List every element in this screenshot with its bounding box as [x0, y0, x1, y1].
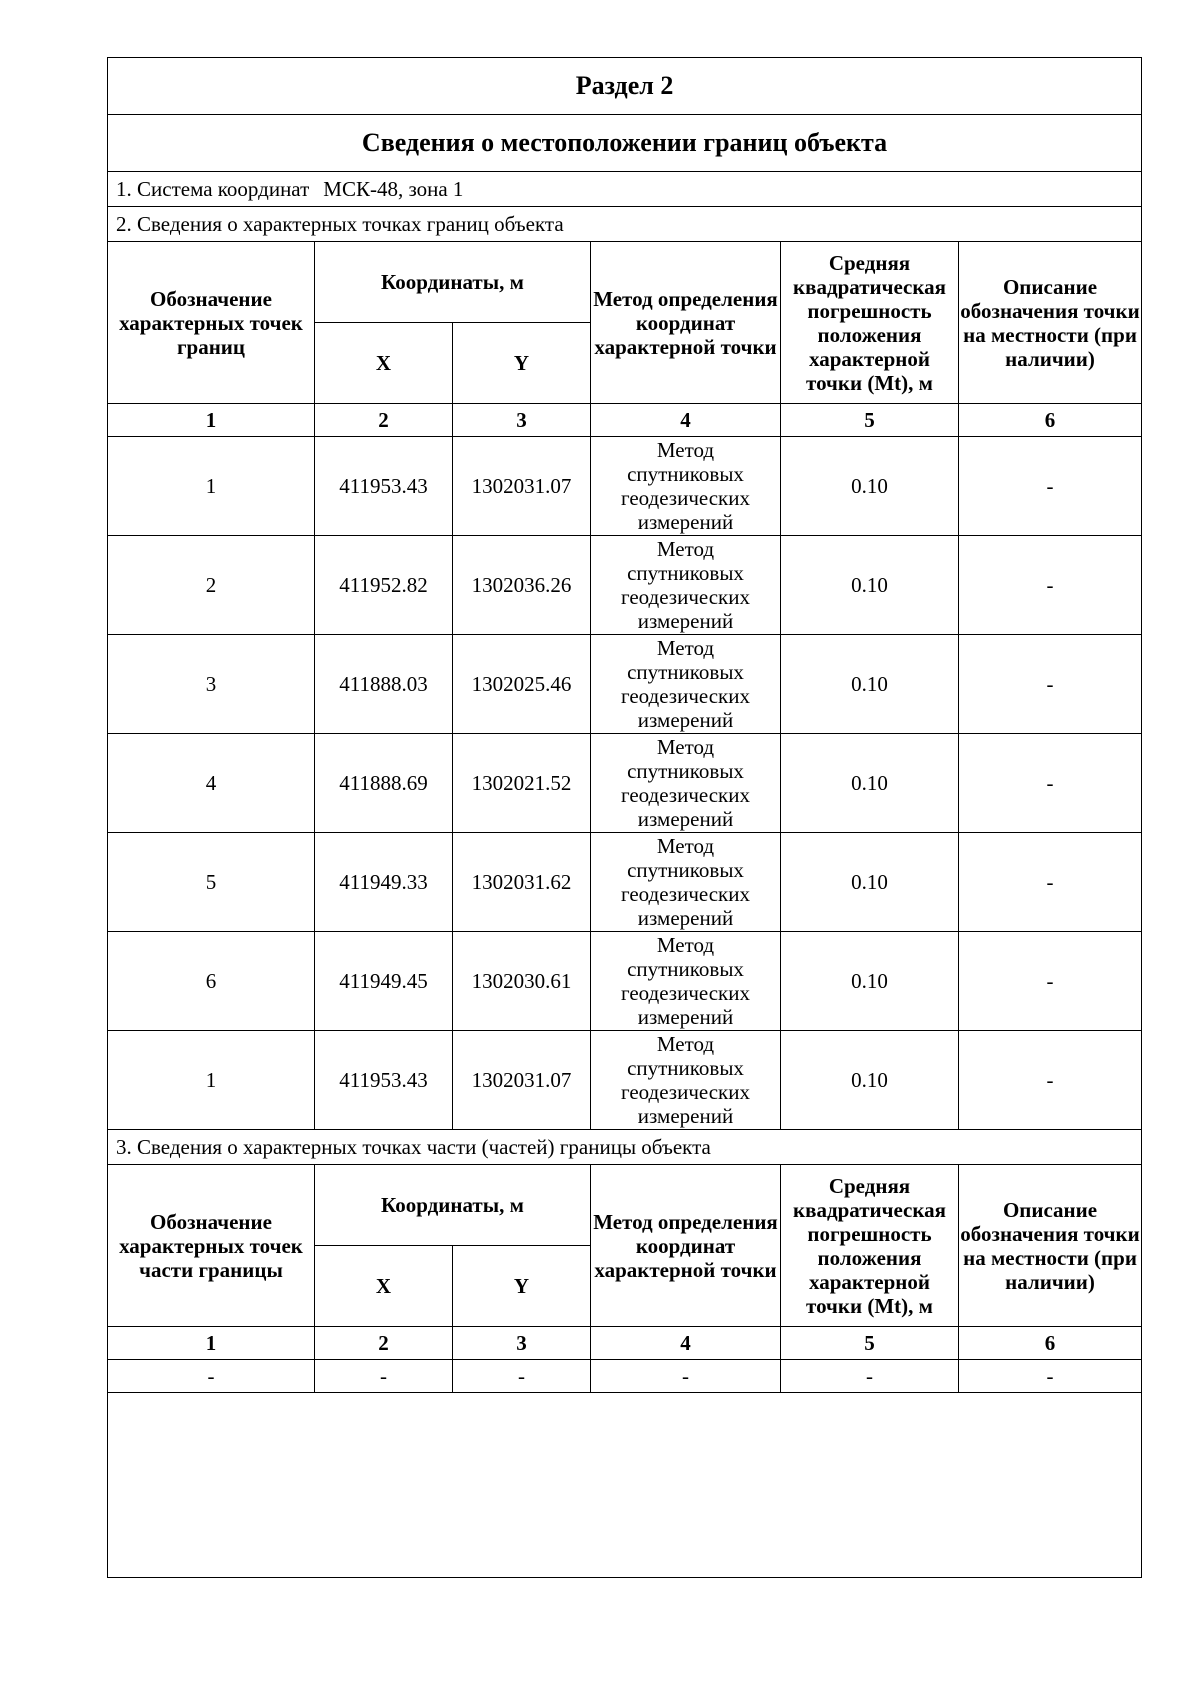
- cell-mean-error: 0.10: [781, 1031, 959, 1130]
- table2-header-error: Средняя квадратическая погрешность положения характерной точки (Mt), м: [781, 1165, 959, 1327]
- table2-header-y: Y: [453, 1246, 591, 1327]
- coord-system-line: [108, 172, 1142, 207]
- table2-header-method: Метод определения координат характерной точки: [591, 1165, 781, 1327]
- cell-coord-x: 411888.69: [315, 734, 453, 833]
- cell-point-id: 2: [108, 536, 315, 635]
- col-number: 6: [959, 1327, 1142, 1360]
- cell-description: -: [959, 437, 1142, 536]
- cell-description: -: [959, 734, 1142, 833]
- table2-heading: 3. Сведения о характерных точках части (частей) границы объекта: [108, 1130, 1142, 1165]
- cell-mean-error: 0.10: [781, 833, 959, 932]
- cell-coord-y: -: [453, 1360, 591, 1393]
- cell-coord-y: 1302021.52: [453, 734, 591, 833]
- cell-coord-y: 1302031.07: [453, 1031, 591, 1130]
- cell-mean-error: 0.10: [781, 437, 959, 536]
- col-number: 2: [315, 404, 453, 437]
- coord-system-label: 1. Система координат: [116, 177, 310, 201]
- cell-description: -: [959, 1031, 1142, 1130]
- table2-header-x: X: [315, 1246, 453, 1327]
- table-row: [108, 1031, 1142, 1130]
- cell-point-id: 6: [108, 932, 315, 1031]
- cell-method: Метод спутниковых геодезических измерений: [591, 635, 781, 734]
- cell-point-id: 4: [108, 734, 315, 833]
- cell-coord-y: 1302030.61: [453, 932, 591, 1031]
- col-number: 3: [453, 404, 591, 437]
- cell-coord-y: 1302031.62: [453, 833, 591, 932]
- cell-mean-error: 0.10: [781, 734, 959, 833]
- cell-coord-x: 411888.03: [315, 635, 453, 734]
- table1-header-description: Описание обозначения точки на местности (при наличии): [959, 242, 1142, 404]
- cell-point-id: 1: [108, 437, 315, 536]
- table-row: [108, 635, 1142, 734]
- cell-description: -: [959, 1360, 1142, 1393]
- table-row: [108, 437, 1142, 536]
- cell-method: -: [591, 1360, 781, 1393]
- col-number: 4: [591, 1327, 781, 1360]
- cell-mean-error: 0.10: [781, 932, 959, 1031]
- cell-description: -: [959, 833, 1142, 932]
- cell-coord-x: 411953.43: [315, 1031, 453, 1130]
- coord-system-value: МСК-48, зона 1: [323, 177, 464, 201]
- table-row: [108, 833, 1142, 932]
- table2-header-designation: Обозначение характерных точек части границы: [108, 1165, 315, 1327]
- section-title: Раздел 2: [108, 58, 1142, 115]
- col-number: 1: [108, 404, 315, 437]
- table2-column-numbers: [108, 1327, 1142, 1360]
- table1-heading: 2. Сведения о характерных точках границ объекта: [108, 207, 1142, 242]
- cell-coord-x: 411949.33: [315, 833, 453, 932]
- table2-header-coords: Координаты, м: [315, 1165, 591, 1246]
- boundary-table: [107, 57, 1142, 1578]
- cell-point-id: 3: [108, 635, 315, 734]
- cell-coord-y: 1302031.07: [453, 437, 591, 536]
- cell-mean-error: 0.10: [781, 536, 959, 635]
- section-subtitle: Сведения о местоположении границ объекта: [108, 115, 1142, 172]
- col-number: 5: [781, 404, 959, 437]
- blank-area: [108, 1393, 1142, 1578]
- cell-description: -: [959, 932, 1142, 1031]
- table1-header-coords: Координаты, м: [315, 242, 591, 323]
- document-sheet: [107, 57, 1141, 1578]
- cell-coord-y: 1302036.26: [453, 536, 591, 635]
- col-number: 1: [108, 1327, 315, 1360]
- col-number: 4: [591, 404, 781, 437]
- table-row: [108, 734, 1142, 833]
- col-number: 6: [959, 404, 1142, 437]
- cell-point-id: 5: [108, 833, 315, 932]
- cell-method: Метод спутниковых геодезических измерений: [591, 833, 781, 932]
- cell-point-id: 1: [108, 1031, 315, 1130]
- cell-method: Метод спутниковых геодезических измерений: [591, 536, 781, 635]
- cell-method: Метод спутниковых геодезических измерений: [591, 932, 781, 1031]
- table1-header-error: Средняя квадратическая погрешность положения характерной точки (Mt), м: [781, 242, 959, 404]
- cell-coord-x: 411953.43: [315, 437, 453, 536]
- table1-header-y: Y: [453, 323, 591, 404]
- table1-column-numbers: [108, 404, 1142, 437]
- cell-coord-x: -: [315, 1360, 453, 1393]
- table1-header-designation: Обозначение характерных точек границ: [108, 242, 315, 404]
- table1-header-x: X: [315, 323, 453, 404]
- col-number: 3: [453, 1327, 591, 1360]
- cell-coord-y: 1302025.46: [453, 635, 591, 734]
- table-row: [108, 932, 1142, 1031]
- cell-mean-error: -: [781, 1360, 959, 1393]
- cell-coord-x: 411949.45: [315, 932, 453, 1031]
- col-number: 5: [781, 1327, 959, 1360]
- cell-method: Метод спутниковых геодезических измерений: [591, 437, 781, 536]
- col-number: 2: [315, 1327, 453, 1360]
- table-row: [108, 1360, 1142, 1393]
- table2-header-description: Описание обозначения точки на местности (при наличии): [959, 1165, 1142, 1327]
- table1-header-method: Метод определения координат характерной точки: [591, 242, 781, 404]
- cell-method: Метод спутниковых геодезических измерений: [591, 1031, 781, 1130]
- table-row: [108, 536, 1142, 635]
- cell-point-id: -: [108, 1360, 315, 1393]
- cell-mean-error: 0.10: [781, 635, 959, 734]
- cell-description: -: [959, 635, 1142, 734]
- cell-method: Метод спутниковых геодезических измерений: [591, 734, 781, 833]
- cell-description: -: [959, 536, 1142, 635]
- cell-coord-x: 411952.82: [315, 536, 453, 635]
